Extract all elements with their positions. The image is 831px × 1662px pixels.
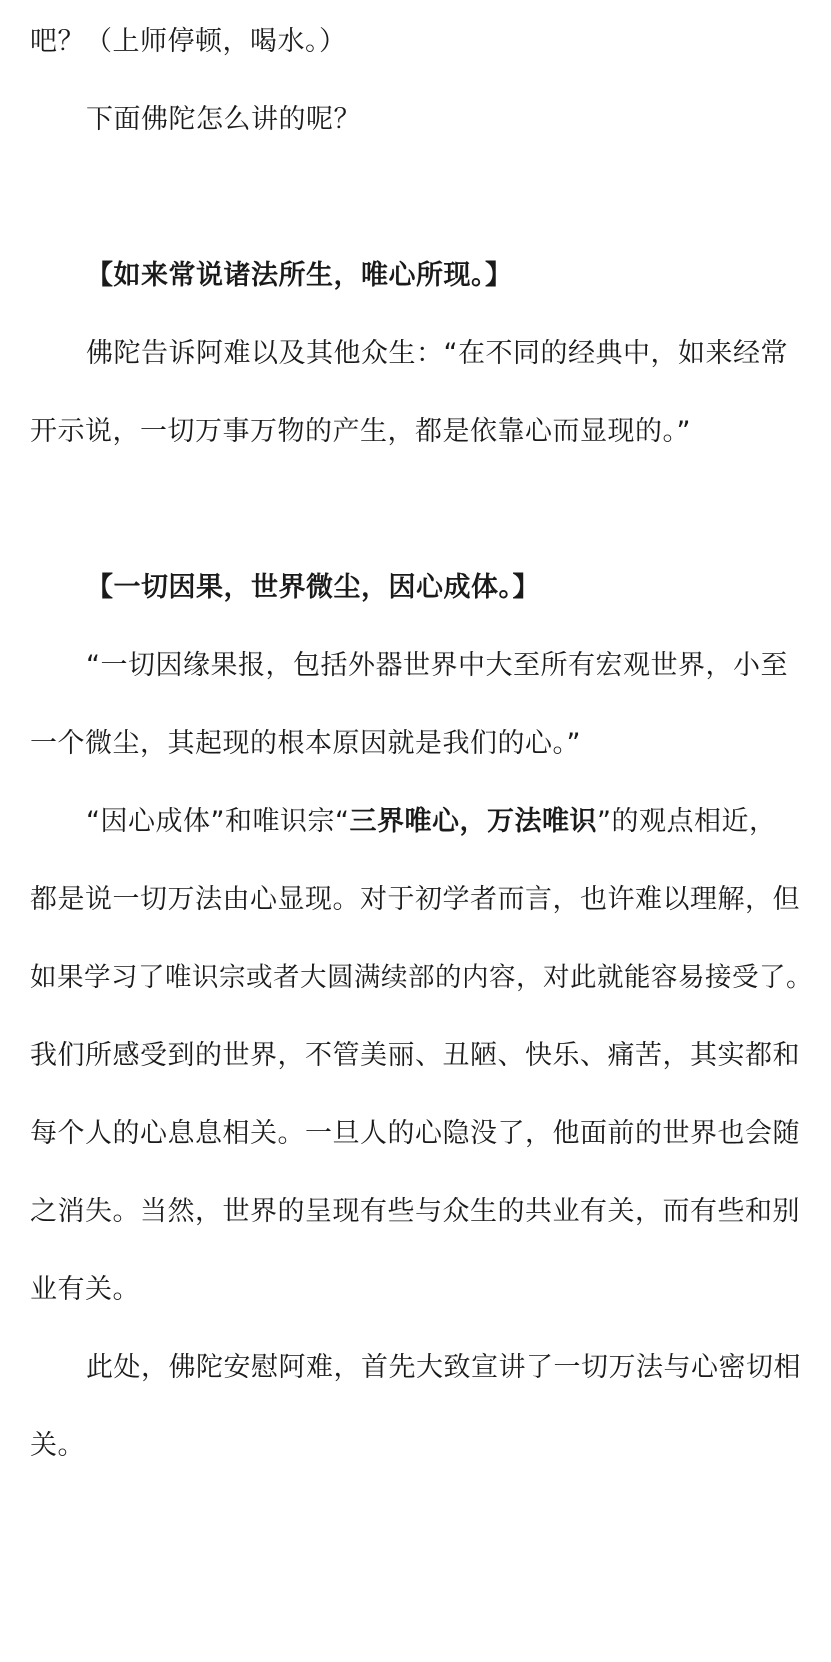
text-line-12: 业有关。 xyxy=(30,1274,140,1305)
text-line-10: 每个人的心息息相关。一旦人的心隐没了，他面前的世界也会随 xyxy=(30,1118,800,1149)
text-line-3: 佛陀告诉阿难以及其他众生：“在不同的经典中，如来经常 xyxy=(86,338,788,369)
text-line-13: 此处，佛陀安慰阿难，首先大致宣讲了一切万法与心密切相 xyxy=(86,1352,801,1383)
mixed-line-bold: 三界唯心，万法唯识 xyxy=(349,806,597,837)
text-line-mixed xyxy=(86,802,776,842)
text-line-1: 吧？（上师停顿，喝水。） xyxy=(30,26,347,57)
text-line-2: 下面佛陀怎么讲的呢？ xyxy=(86,104,361,135)
text-line-4: 开示说，一切万事万物的产生，都是依靠心而显现的。” xyxy=(30,416,691,447)
mixed-line-part-1: “因心成体”和唯识宗“ xyxy=(86,806,350,837)
text-line-7: 都是说一切万法由心显现。对于初学者而言，也许难以理解，但 xyxy=(30,884,800,915)
section-heading-2: 【一切因果，世界微尘，因心成体。】 xyxy=(86,572,540,603)
text-line-8: 如果学习了唯识宗或者大圆满续部的内容，对此就能容易接受了。 xyxy=(30,962,813,993)
section-heading-1: 【如来常说诸法所生，唯心所现。】 xyxy=(86,260,513,291)
text-line-11: 之消失。当然，世界的呈现有些与众生的共业有关，而有些和别 xyxy=(30,1196,800,1227)
text-line-6: 一个微尘，其起现的根本原因就是我们的心。” xyxy=(30,728,581,759)
mixed-line-part-2: ”的观点相近， xyxy=(596,806,777,837)
text-line-14: 关。 xyxy=(30,1430,85,1461)
text-line-5: “一切因缘果报，包括外器世界中大至所有宏观世界，小至 xyxy=(86,650,788,681)
text-line-9: 我们所感受到的世界，不管美丽、丑陋、快乐、痛苦，其实都和 xyxy=(30,1040,800,1071)
